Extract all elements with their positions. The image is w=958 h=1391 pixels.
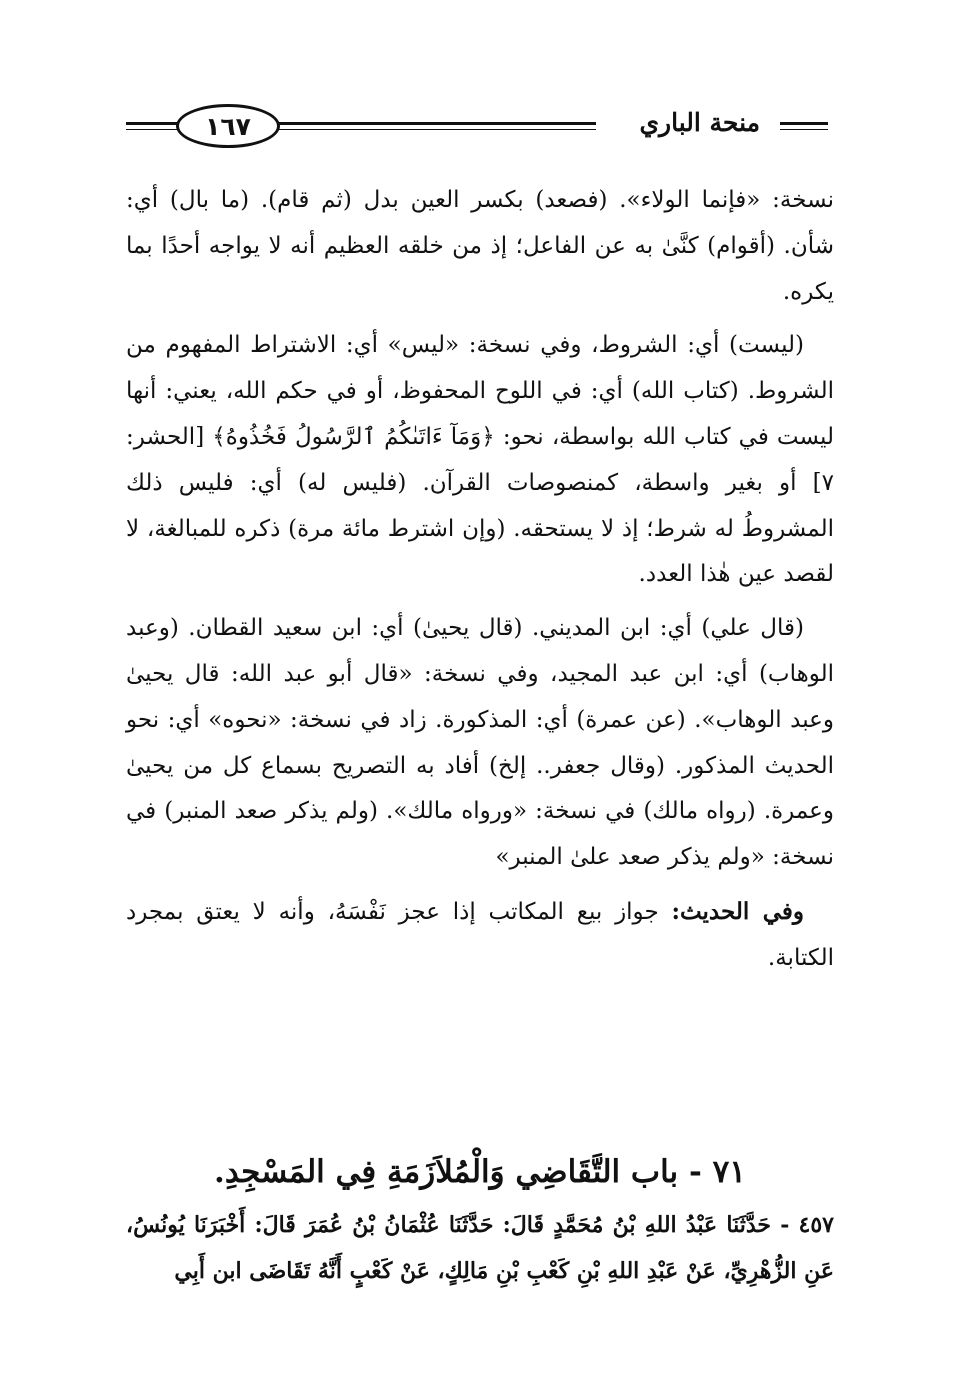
paragraph-4 <box>126 889 834 982</box>
paragraph-2: (ليست) أي: الشروط، وفي نسخة: «ليس» أي: الاشتراط المفهوم من الشروط. (كتاب الله) أي: في اللوح المحفوظ، أو في حكم الله، يعني: أنها ليست في كتاب الله بواسطة، نحو: ﴿وَمَآ ءَاتَىٰكُمُ ٱلرَّسُولُ فَخُذُوهُ﴾ [الحشر: ٧] أو بغير واسطة، كمنصوصات القرآن. (فليس له) أي: فليس ذلك المشروطُ له شرط؛ إذ لا يستحقه. (وإن اشترط مائة مرة) ذكره للمبالغة، لا لقصد عين هٰذا العدد. <box>126 332 834 588</box>
running-title: منحة الباري <box>639 108 760 137</box>
header-rule-right-thick <box>780 122 828 125</box>
chapter-heading: ٧١ - باب التَّقَاضِي وَالْمُلاَزَمَةِ فِي المَسْجِدِ. <box>214 1154 746 1190</box>
commentary-text <box>126 178 834 990</box>
paragraph-1: نسخة: «فإنما الولاء». (فصعد) بكسر العين بدل (ثم قام). (ما بال) أي: شأن. (أقوام) كنَّىٰ به عن الفاعل؛ إذ من خلقه العظيم أنه لا يواجه أحدًا بما يكره. <box>126 187 834 305</box>
header-rule-right-thin <box>780 129 828 130</box>
page-number: ١٦٧ <box>176 104 280 148</box>
paragraph-lead: وفي الحديث: <box>671 897 804 925</box>
hadith-text: ٤٥٧ - حَدَّثَنَا عَبْدُ اللهِ بْنُ مُحَمَّدٍ قَالَ: حَدَّثَنَا عُثْمَانُ بْنُ عُمَرَ قَالَ: أَخْبَرَنَا يُونُسُ، عَنِ الزُّهْرِيِّ، عَنْ عَبْدِ اللهِ بْنِ كَعْبِ بْنِ مَالِكٍ، عَنْ كَعْبٍ أَنَّهُ تَقَاضَى ابن أَبِي <box>126 1212 834 1284</box>
paragraph-3: (قال علي) أي: ابن المديني. (قال يحيىٰ) أي: ابن سعيد القطان. (وعبد الوهاب) أي: ابن عبد المجيد، وفي نسخة: «قال أبو عبد الله: قال يحيىٰ وعبد الوهاب». (عن عمرة) أي: المذكورة. زاد في نسخة: «نحوه» أي: نحو الحديث المذكور. (وقال جعفر.. إلخ) أفاد به التصريح بسماع كل من يحيىٰ وعمرة. (رواه مالك) في نسخة: «ورواه مالك». (ولم يذكر صعد المنبر) في نسخة: «ولم يذكر صعد علىٰ المنبر» <box>126 615 834 871</box>
paragraph-4-text: جواز بيع المكاتب إذا عجز نَفْسَهُ، وأنه لا يعتق بمجرد الكتابة. <box>126 898 834 971</box>
running-header <box>126 100 834 156</box>
